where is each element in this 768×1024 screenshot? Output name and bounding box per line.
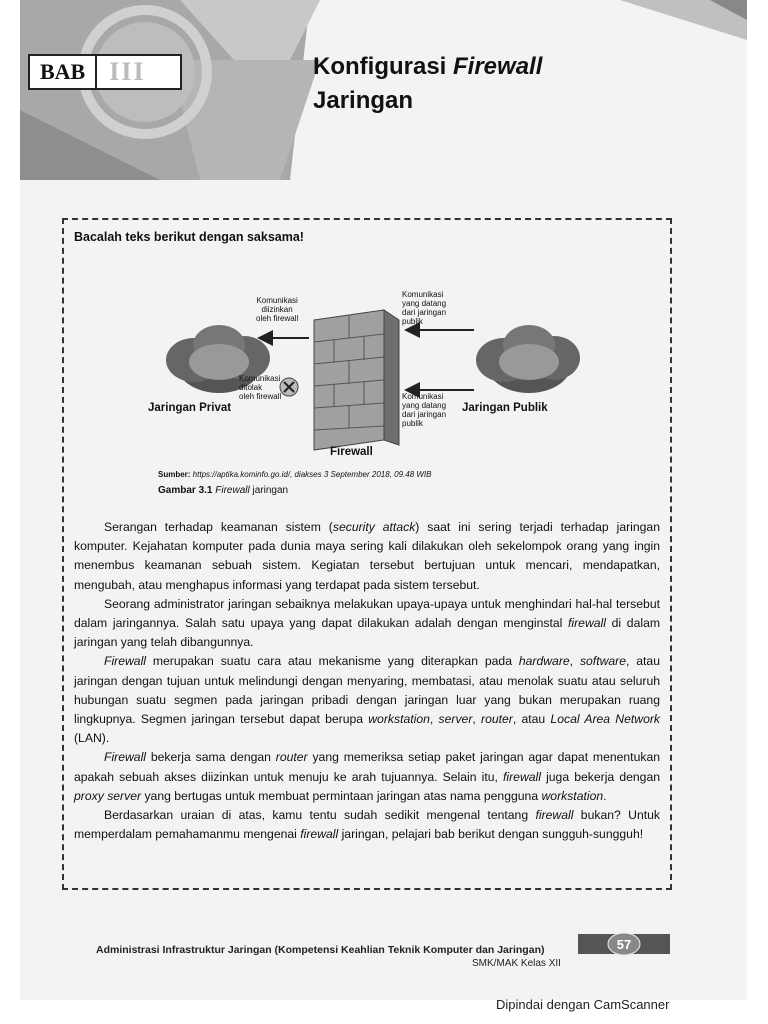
- reading-instruction: Bacalah teks berikut dengan saksama!: [74, 230, 304, 244]
- scanner-watermark: Dipindai dengan CamScanner: [496, 997, 670, 1012]
- figure-caption: Gambar 3.1 Firewall jaringan: [158, 485, 289, 496]
- firewall-wall-icon: [314, 310, 399, 450]
- label-public-network: Jaringan Publik: [462, 402, 548, 414]
- book-page: [20, 0, 747, 1000]
- chapter-number: III: [109, 57, 146, 86]
- chapter-label-box: [28, 54, 182, 90]
- body-text: [74, 518, 660, 844]
- denied-x-icon: [280, 378, 298, 396]
- public-cloud-icon: [476, 325, 580, 393]
- page-number: 57: [616, 937, 632, 952]
- chapter-title: [313, 50, 542, 118]
- page-number-badge: [578, 930, 670, 958]
- reading-box: [62, 218, 672, 890]
- chapter-title-prefix: Konfigurasi: [313, 53, 454, 80]
- paragraph-4: Firewall bekerja sama dengan router yang memeriksa setiap paket jaringan agar dapat menentukan apakah sebuah akses diizinkan untuk menuju ke arah tujuannya. Selain itu, firewall juga bekerja dengan proxy server yang bertugas untuk membuat permintaan jaringan atas nama pengguna workstation.: [74, 750, 661, 803]
- label-incoming-top: Komunikasi yang datang dari jaringan publik: [402, 290, 447, 326]
- chapter-title-italic: Firewall: [453, 53, 543, 80]
- label-incoming-bottom: Komunikasi yang datang dari jaringan publik: [402, 392, 447, 428]
- label-firewall: Firewall: [330, 446, 373, 458]
- footer-book-title: Administrasi Infrastruktur Jaringan (Kompetensi Keahlian Teknik Komputer dan Jaringan): [96, 944, 545, 956]
- paragraph-5: Berdasarkan uraian di atas, kamu tentu sudah sedikit mengenal tentang firewall bukan? Untuk memperdalam pemahamanmu mengenai firewall jaringan, pelajari bab berikut dengan sungguh-sungguh!: [74, 808, 660, 842]
- paragraph-1: Serangan terhadap keamanan sistem (security attack) saat ini sering terjadi terhadap jaringan komputer. Kejahatan komputer pada dunia maya sering kali dilakukan oleh sekelompok orang yang ingin menembus keamanan sebuah sistem. Kegiatan tersebut bertujuan untuk mencari, mendapatkan, mengubah, atau menghapus informasi yang terdapat pada sistem tersebut.: [74, 520, 660, 592]
- figure-source: Sumber: https://aptika.kominfo.go.id/, diakses 3 September 2018, 09.48 WIB: [158, 470, 432, 479]
- label-allowed: Komunikasi diizinkan oleh firewall: [256, 296, 299, 323]
- label-private-network: Jaringan Privat: [148, 402, 232, 414]
- chapter-label: BAB: [30, 56, 97, 88]
- paragraph-3: Firewall merupakan suatu cara atau mekanisme yang diterapkan pada hardware, software, atau jaringan dengan tujuan untuk melindungi dengan menyaring, membatasi, atau menolak suatu atau seluruh hubungan suatu segmen pada jaringan pribadi dengan jaringan luar yang bukan merupakan ruang lingkupnya. Segmen jaringan tersebut dapat berupa workstation, server, router, atau Local Area Network (LAN).: [74, 654, 660, 746]
- firewall-diagram: [144, 280, 604, 480]
- firewall-figure: [144, 280, 604, 480]
- chapter-title-line2: Jaringan: [313, 87, 414, 114]
- paragraph-2: Seorang administrator jaringan sebaiknya melakukan upaya-upaya untuk menghindari hal-hal tersebut dalam jaringannya. Salah satu upaya yang dapat dilakukan adalah dengan menginstal firewall di dalam jaringan yang telah dibangunnya.: [74, 596, 660, 650]
- footer-class-info: SMK/MAK Kelas XII: [472, 958, 561, 969]
- label-denied: Komunikasi ditolak oleh firewall: [239, 374, 282, 401]
